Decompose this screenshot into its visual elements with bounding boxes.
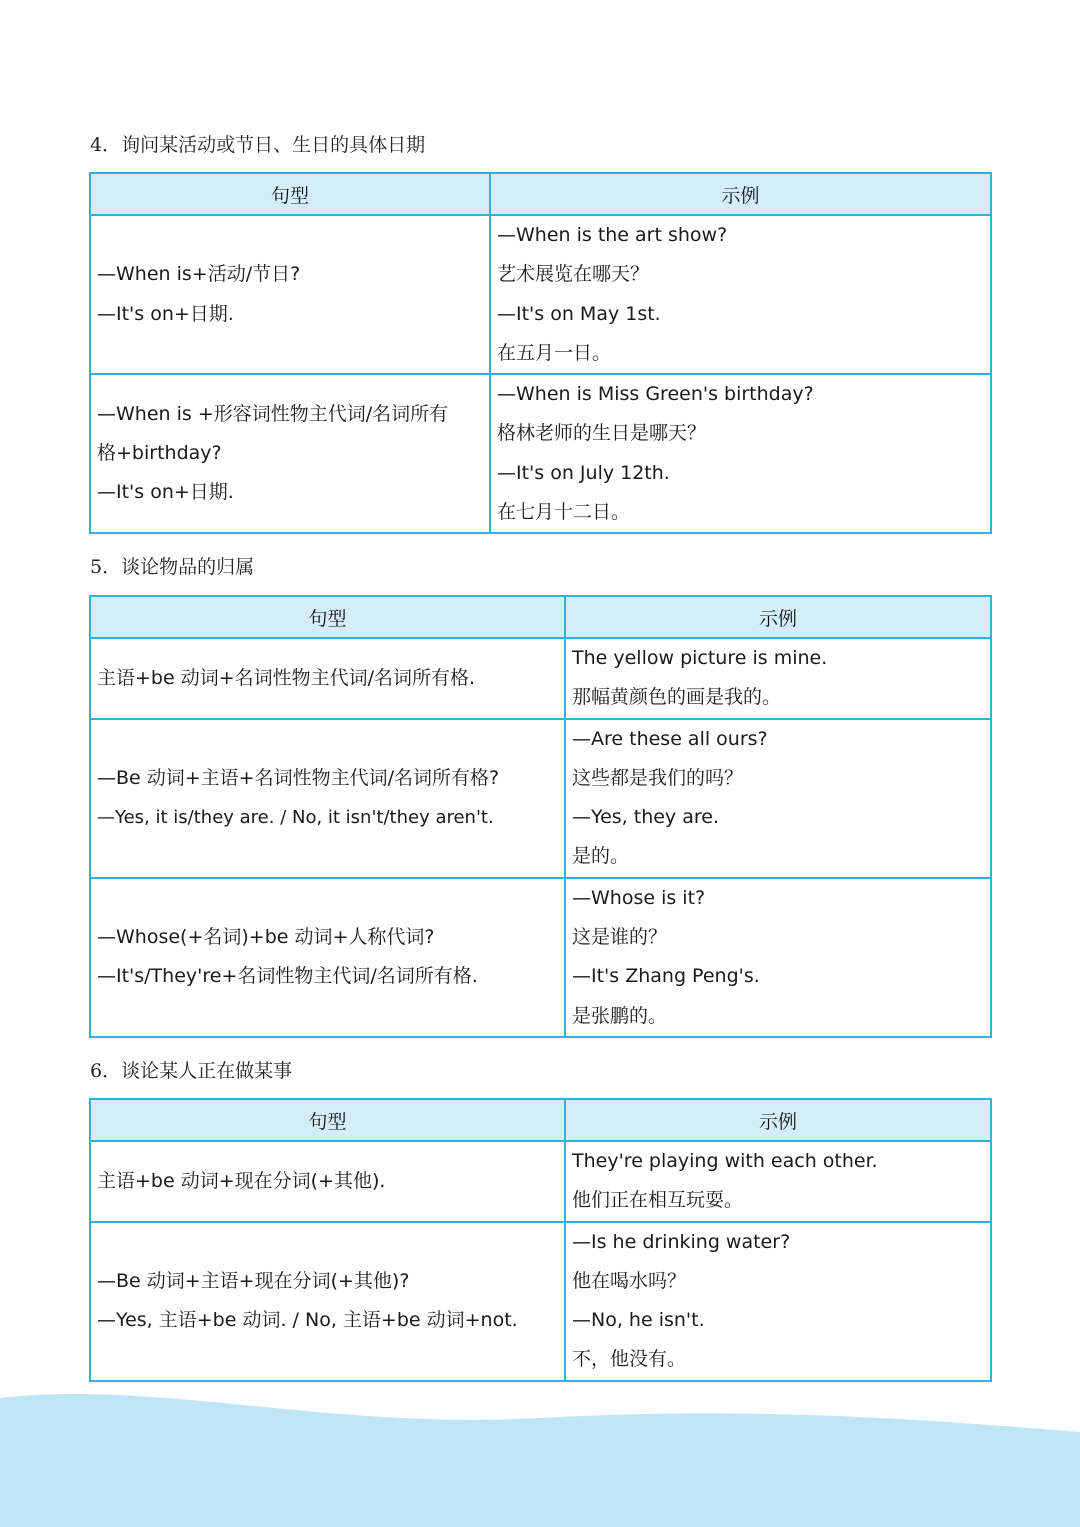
- pattern-cell: [90, 719, 565, 878]
- example-line: —It's on May 1st.: [497, 302, 661, 325]
- example-line: —When is the art show?: [497, 224, 728, 246]
- pattern-cell: [90, 1141, 565, 1222]
- example-line: —It's on July 12th.: [497, 461, 670, 484]
- example-line: —Yes, they are.: [572, 806, 719, 829]
- table-header-row: [90, 1099, 991, 1141]
- example-line: 格林老师的生日是哪天？: [497, 422, 707, 445]
- section-title: 5．谈论物品的归属: [90, 556, 255, 578]
- table-section-4: [89, 172, 992, 534]
- example-cell: [565, 638, 991, 719]
- pattern-cell: [90, 878, 565, 1037]
- example-line: —No, he isn't.: [572, 1309, 705, 1332]
- table-row: [90, 1222, 991, 1381]
- pattern-line: —Whose(+名词)+be 动词+人称代词?: [97, 926, 435, 949]
- pattern-line: —It's/They're+名词性物主代词/名词所有格.: [97, 965, 478, 988]
- section-title: 6．谈论某人正在做某事: [90, 1060, 293, 1082]
- table-row: [90, 878, 991, 1037]
- table-header-row: [90, 596, 991, 638]
- example-line: 是的。: [572, 845, 630, 868]
- pattern-line: —When is +形容词性物主代词/名词所有: [97, 402, 449, 425]
- section-title: 4．询问某活动或节日、生日的具体日期: [90, 134, 426, 156]
- pattern-line: —Be 动词+主语+现在分词(+其他)?: [97, 1269, 410, 1292]
- example-line: 在五月一日。: [497, 341, 612, 364]
- example-line: 艺术展览在哪天？: [497, 263, 650, 286]
- pattern-line: 主语+be 动词+名词性物主代词/名词所有格.: [97, 666, 476, 689]
- example-line: 这是谁的？: [572, 926, 668, 949]
- example-cell: [565, 1141, 991, 1222]
- pattern-line: —It's on+日期.: [97, 481, 234, 504]
- table-row: [90, 638, 991, 719]
- example-line: 不，他没有。: [572, 1348, 687, 1371]
- example-line: 他们正在相互玩耍。: [572, 1189, 744, 1212]
- example-cell: [565, 719, 991, 878]
- example-line: —It's Zhang Peng's.: [572, 965, 760, 988]
- table-row: [90, 215, 991, 374]
- pattern-line: —Yes, 主语+be 动词. / No, 主语+be 动词+not.: [97, 1309, 518, 1332]
- example-cell: [565, 1222, 991, 1381]
- header-example: 示例: [565, 596, 991, 638]
- example-line: 在七月十二日。: [497, 501, 631, 524]
- table-row: [90, 719, 991, 878]
- pattern-line: —Be 动词+主语+名词性物主代词/名词所有格?: [97, 766, 500, 789]
- example-line: 这些都是我们的吗？: [572, 766, 744, 789]
- header-pattern: 句型: [90, 596, 565, 638]
- header-pattern: 句型: [90, 173, 490, 215]
- example-line: They're playing with each other.: [572, 1150, 878, 1172]
- example-line: —Are these all ours?: [572, 727, 768, 750]
- pattern-line: —When is+活动/节日?: [97, 263, 301, 286]
- pattern-cell: [90, 374, 490, 533]
- bottom-wave-decoration: [0, 1380, 1080, 1527]
- pattern-cell: [90, 1222, 565, 1381]
- pattern-cell: [90, 215, 490, 374]
- pattern-line: —Yes, it is/they are. / No, it isn't/they aren't.: [97, 807, 494, 829]
- example-line: 他在喝水吗？: [572, 1269, 687, 1292]
- example-line: —Is he drinking water?: [572, 1230, 791, 1253]
- pattern-line: 格+birthday?: [97, 442, 222, 465]
- table-section-6: [89, 1098, 992, 1382]
- example-line: The yellow picture is mine.: [572, 647, 828, 669]
- pattern-line: 主语+be 动词+现在分词(+其他).: [97, 1169, 386, 1192]
- example-line: 是张鹏的。: [572, 1004, 668, 1027]
- pattern-line: —It's on+日期.: [97, 302, 234, 325]
- table-header-row: [90, 173, 991, 215]
- pattern-cell: [90, 638, 565, 719]
- table-row: [90, 374, 991, 533]
- header-example: 示例: [490, 173, 991, 215]
- header-pattern: 句型: [90, 1099, 565, 1141]
- example-cell: [565, 878, 991, 1037]
- header-example: 示例: [565, 1099, 991, 1141]
- example-cell: [490, 215, 991, 374]
- wave-shape: [0, 1394, 1080, 1527]
- example-line: —Whose is it?: [572, 886, 706, 909]
- example-line: 那幅黄颜色的画是我的。: [572, 686, 782, 709]
- example-line: —When is Miss Green's birthday?: [497, 383, 814, 406]
- table-row: [90, 1141, 991, 1222]
- example-cell: [490, 374, 991, 533]
- table-section-5: [89, 595, 992, 1038]
